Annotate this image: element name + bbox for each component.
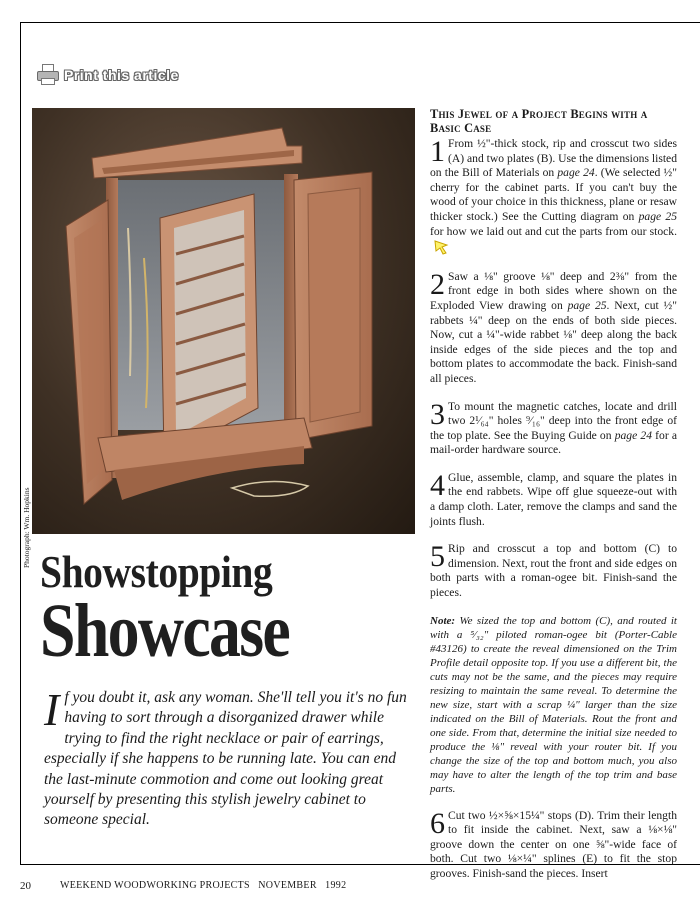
note-label: Note: <box>430 614 456 627</box>
step-number: 1 <box>430 135 445 168</box>
print-article-link[interactable] <box>36 64 179 86</box>
headline-line-1: Showstopping <box>40 546 273 597</box>
page-number: 20 <box>20 880 31 892</box>
section-heading: This Jewel of a Project Begins with a Basic Case <box>430 107 648 135</box>
note-paragraph: Note: We sized the top and bottom (C), and routed it with a ⁵⁄₃₂" piloted roman-ogee bit (Porter-Cable #43126) to create the reveal dimensioned on the Trim Profile detail opposite top. If you use a different bit, the cuts may not be the same, and the pieces may require resizing to maintain the same reveal. To determine the new size, start with a scrap ¼" larger than the size indicated on the Bill of Materials. Rout the front and one side. From that, determine the initial size needed to produce the ⅛" reveal with your router bit. If you change the size of the top and bottom much, you also may have to alter the length of the top trim and base parts. <box>430 614 677 795</box>
step-1: 1 From ½"-thick stock, rip and crosscut two sides (A) and two plates (B). Use the dimensions listed on the Bill of Materials on page 24. (We selected ½" cherry for the cabinet parts. If you can't buy the wood of your choice in this thickness, plane or resaw thicker stock.) See the Cutting diagram on page 25 for how we laid out and cut the parts from our stock. <box>430 137 677 257</box>
print-article-label: Print this article <box>64 67 179 83</box>
left-rule <box>20 22 21 864</box>
step-4: 4 Glue, assemble, clamp, and square the plates in the end rabbets. Wipe off glue squeeze-out with a damp cloth. Later, remove the clamps and sand the joints flush. <box>430 468 677 528</box>
instructions-column <box>430 107 677 895</box>
publication-info: WEEKEND WOODWORKING PROJECTS NOVEMBER 1992 <box>60 880 347 891</box>
step-number: 3 <box>430 397 445 431</box>
printer-icon <box>36 64 60 86</box>
step-5: 5 Rip and crosscut a top and bottom (C) to dimension. Next, rout the front and side edges on both parts with a roman-ogee bit. Finish-sand the pieces. <box>430 540 677 600</box>
step-2: 2 Saw a ⅛" groove ⅛" deep and 2⅜" from the front edge in both sides where shown on the Exploded View drawing on page 25. Next, cut ½" rabbets ¼" deep on the ends of both side pieces. Now, cut a ¼"-wide rabbet ⅛" deep along the back inside edges of the side pieces and the top and bottom plates to accommodate the back. Finish-sand all pieces. <box>430 267 677 385</box>
jewelry-cabinet-illustration <box>32 108 415 534</box>
step-number: 5 <box>430 540 445 574</box>
article-headline <box>40 546 412 673</box>
intro-dropcap: I <box>44 684 60 735</box>
step-6: 6 Cut two ½×⅝×15¼" stops (D). Trim their length to fit inside the cabinet. Next, saw a ⅛×⅛" groove down the center on one ⅝"-wide face of both. Cut two ⅛×¼" splines (E) to fit the stop grooves. Finish-sand the pieces. Insert <box>430 806 677 880</box>
page-footer <box>20 880 680 892</box>
step-number: 2 <box>430 267 445 301</box>
pointer-cursor-icon <box>433 239 451 255</box>
photo-credit: Photograph: Wm. Hopkins <box>22 487 31 568</box>
intro-paragraph <box>44 684 414 831</box>
top-rule <box>20 22 700 23</box>
step-number: 6 <box>430 806 445 840</box>
step-number: 4 <box>430 468 445 502</box>
headline-line-2: Showcase <box>40 589 290 673</box>
cabinet-photo <box>32 108 415 534</box>
step-3: 3 To mount the magnetic catches, locate and drill two 2¹⁄₆₄" holes ⁹⁄₁₆" deep into the front edge of the top plate. See the Buying Guide on page 24 for a mail-order hardware source. <box>430 397 677 457</box>
intro-text: f you doubt it, ask any woman. She'll tell you it's no fun having to sort through a disorganized drawer while trying to find the right necklace or pair of earrings, especially if she happens to be running late. You can end the last-minute commotion and come out looking great yourself by presenting this stylish jewelry cabinet to someone special. <box>44 689 407 829</box>
